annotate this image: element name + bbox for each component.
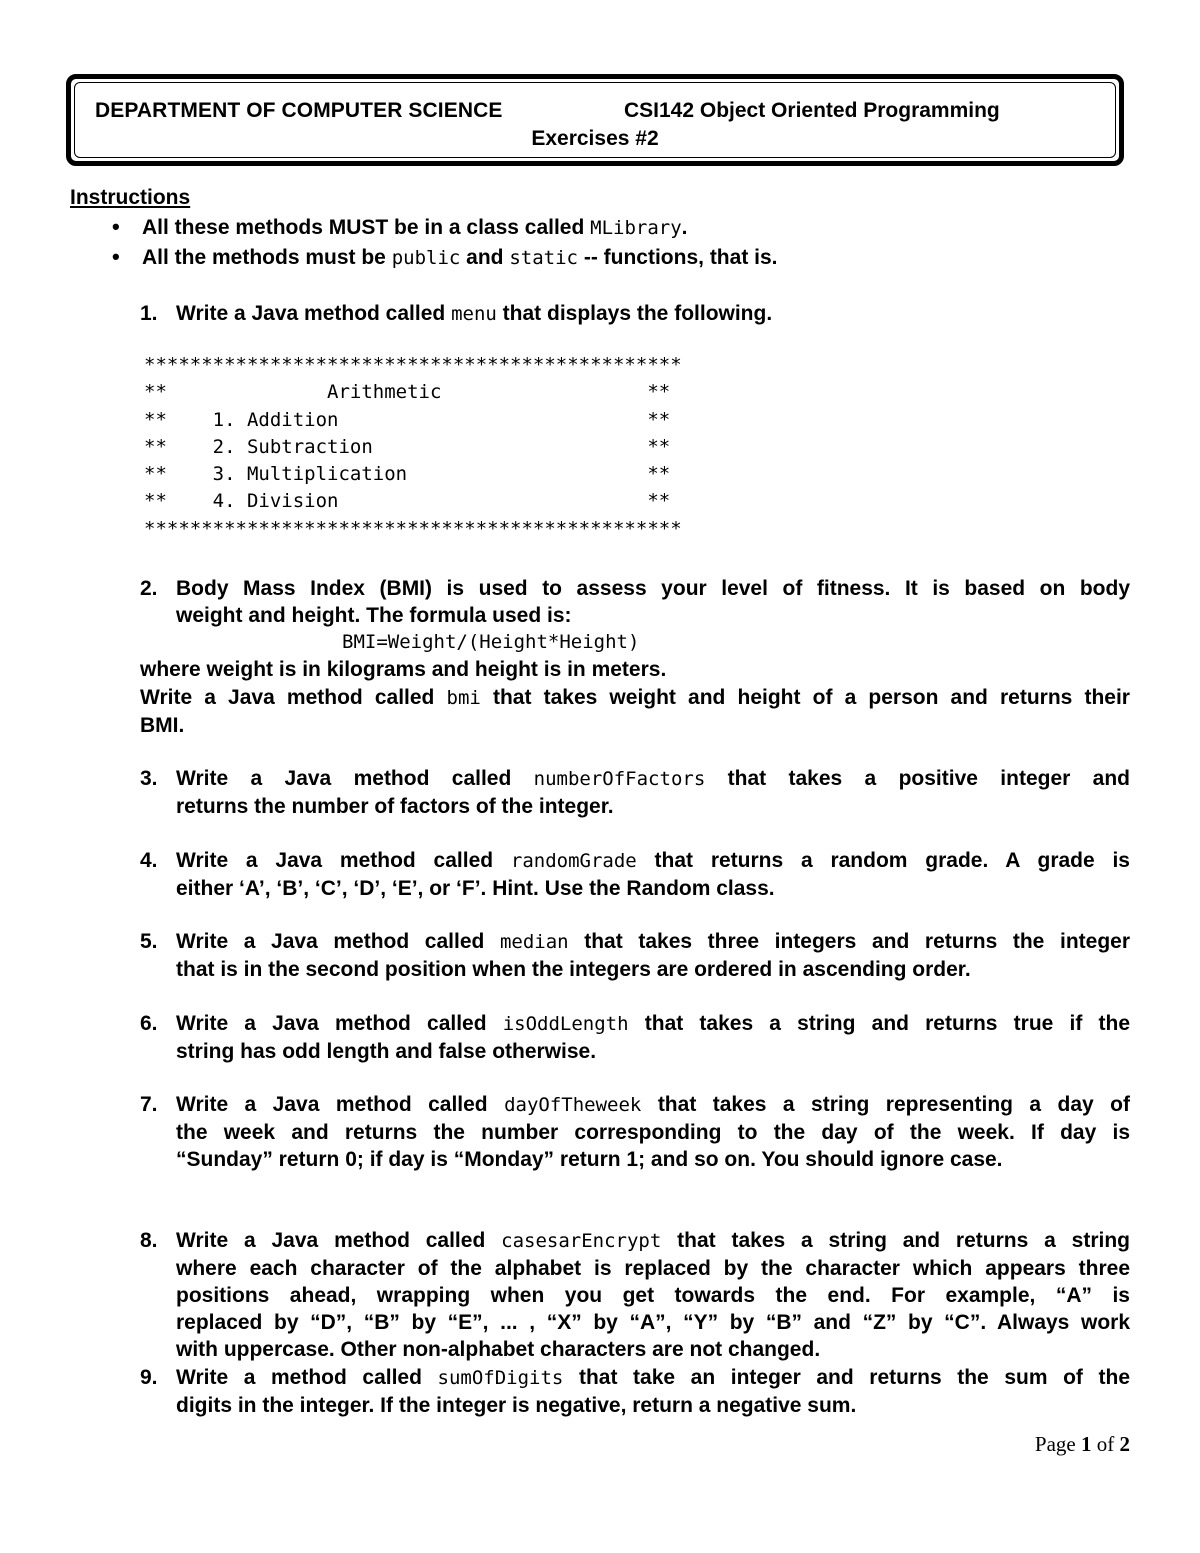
- menu-line: ** 1. Addition **: [144, 408, 671, 431]
- course-title: CSI142 Object Oriented Programming: [624, 99, 1000, 122]
- bullet-icon: •: [112, 244, 120, 269]
- bullet-text: All these methods MUST be in a class called MLibrary.: [142, 216, 688, 239]
- exercise-text: Write a Java method called casesarEncrypt that takes a string and returns a string where each character of the alphabet is replaced by the character which appears three positions ahead, wrapping when you get towards the end. For example, “A” is replaced by “D”, “B” by “E”, ... , “X” by “A”, “Y” by “B” and “Z” by “C”. Always work with uppercase. Other non-alphabet characters are not changed.: [176, 1229, 1130, 1361]
- exercise-text: Write a Java method called menu that displays the following.: [176, 302, 773, 325]
- instructions-heading: Instructions: [70, 186, 191, 209]
- exercise-number: 1.: [140, 302, 158, 325]
- bullet-icon: •: [112, 214, 120, 239]
- exercise-text: Write a Java method called isOddLength that takes a string and returns true if the string has odd length and false otherwise.: [176, 1012, 1130, 1063]
- exercise-2-task: Write a Java method called bmi that takes weight and height of a person and returns their BMI.: [140, 686, 1130, 737]
- exercise-text: Write a Java method called numberOfFactors that takes a positive integer and returns the number of factors of the integer.: [176, 767, 1130, 818]
- exercise-2-note: where weight is in kilograms and height is in meters.: [140, 658, 667, 681]
- page-number: Page 1 of 2: [1034, 1432, 1130, 1456]
- department-name: DEPARTMENT OF COMPUTER SCIENCE: [95, 99, 503, 122]
- exercise-text: Body Mass Index (BMI) is used to assess your level of fitness. It is based on body weight and height. The formula used is: BMI=Weight/(Height*Height): [176, 575, 1130, 656]
- menu-line: ** 4. Division **: [144, 490, 671, 513]
- exercise-text: Write a Java method called randomGrade that returns a random grade. A grade is either ‘A’, ‘B’, ‘C’, ‘D’, ‘E’, or ‘F’. Hint. Use the Random class.: [176, 849, 1130, 900]
- menu-line: ***********************************************: [144, 517, 682, 540]
- exercise-number: 8.: [140, 1229, 158, 1252]
- menu-line: ** Arithmetic **: [144, 381, 671, 404]
- exercise-title: Exercises #2: [531, 127, 659, 150]
- exercise-number: 3.: [140, 767, 158, 790]
- menu-line: ***********************************************: [144, 354, 682, 376]
- bmi-formula: BMI=Weight/(Height*Height): [342, 631, 640, 653]
- exercise-number: 9.: [140, 1366, 158, 1389]
- exercise-number: 6.: [140, 1012, 158, 1035]
- menu-line: ** 2. Subtraction **: [144, 435, 671, 458]
- menu-listing: [144, 352, 682, 543]
- exercise-text: Write a Java method called dayOfTheweek that takes a string representing a day of the week and returns the number corresponding to the day of the week. If day is “Sunday” return 0; if day is “Monday” return 1; and so on. You should ignore case.: [176, 1093, 1130, 1171]
- exercise-number: 5.: [140, 930, 158, 953]
- menu-line: ** 3. Multiplication **: [144, 463, 671, 486]
- exercise-text: Write a Java method called median that takes three integers and returns the integer that is in the second position when the integers are ordered in ascending order.: [176, 930, 1130, 981]
- header-box: [66, 74, 1124, 166]
- exercise-number: 7.: [140, 1093, 158, 1116]
- exercise-number: 4.: [140, 849, 158, 872]
- exercise-text: Write a method called sumOfDigits that take an integer and returns the sum of the digits in the integer. If the integer is negative, return a negative sum.: [176, 1366, 1131, 1417]
- exercise-number: 2.: [140, 577, 158, 600]
- bullet-text: All the methods must be public and static -- functions, that is.: [142, 246, 778, 269]
